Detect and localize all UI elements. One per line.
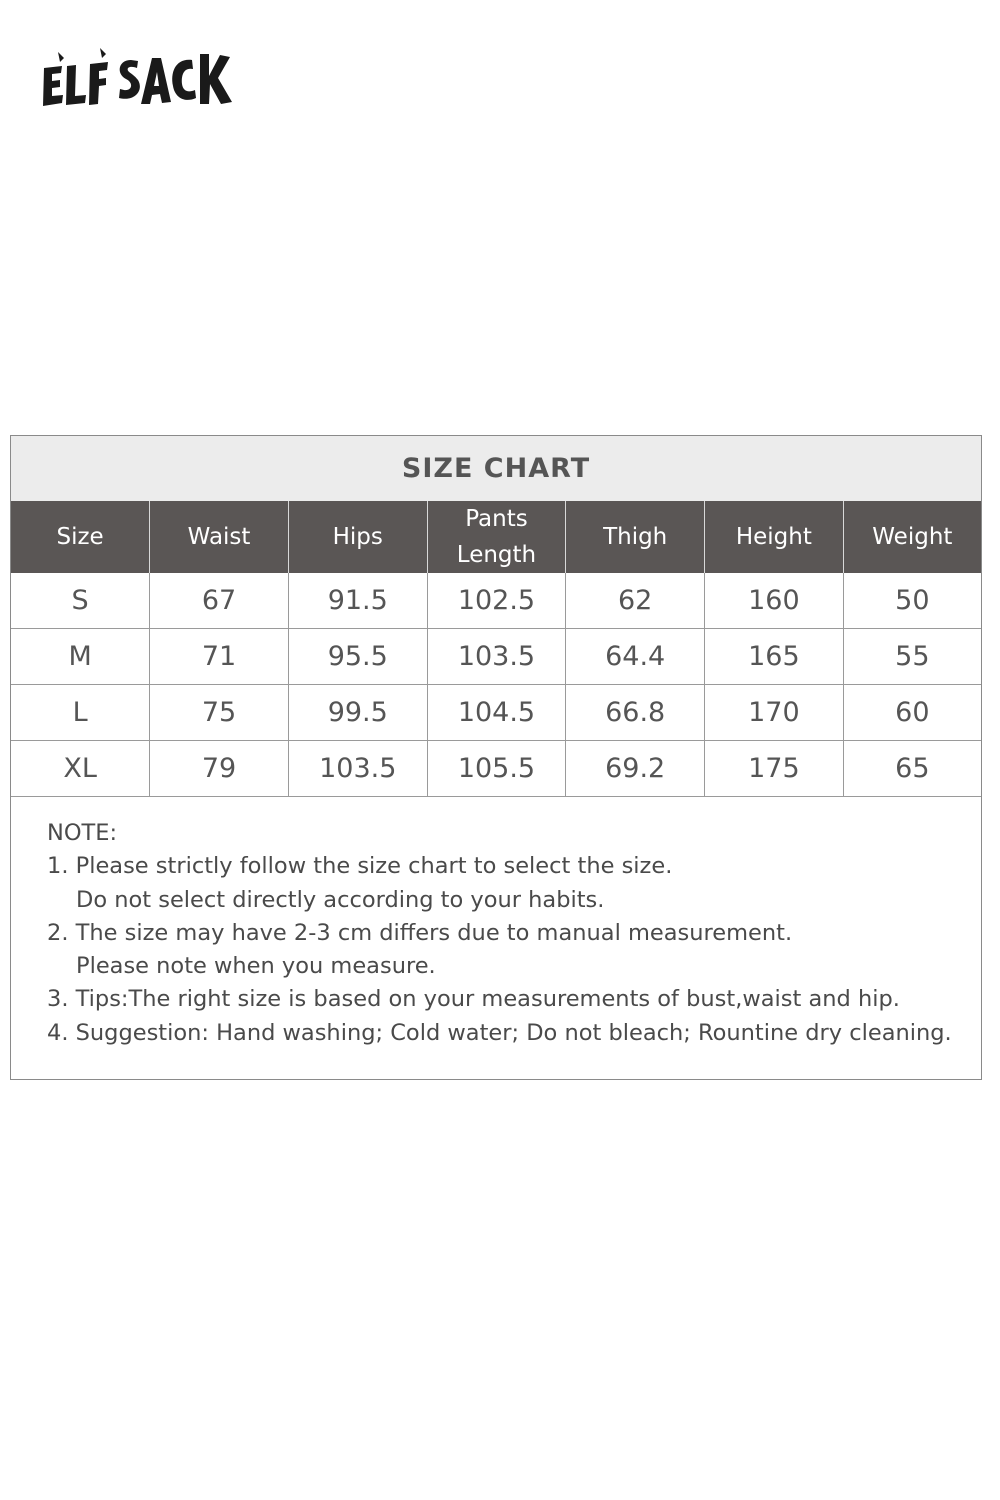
table-cell: XL (11, 741, 150, 797)
table-cell: 60 (843, 685, 981, 741)
table-cell: L (11, 685, 150, 741)
column-header-label: Height (735, 524, 812, 550)
table-cell: 79 (150, 741, 289, 797)
column-header-label: Hips (332, 524, 383, 550)
size-chart-title: SIZE CHART (401, 453, 591, 484)
column-header-label: Size (56, 524, 104, 550)
column-header-label: Weight (872, 524, 953, 550)
table-row (11, 629, 981, 685)
notes-section (11, 797, 981, 1050)
table-body (11, 573, 981, 797)
note-line: 4. Suggestion: Hand washing; Cold water; Do not bleach; Rountine dry cleaning. (47, 1019, 952, 1046)
note-line: Do not select directly according to your habits. (76, 886, 605, 913)
column-header-label: Pants (465, 506, 528, 532)
note-line: Please note when you measure. (76, 953, 436, 980)
notes-heading: NOTE: (47, 820, 118, 846)
column-header-label: Waist (187, 524, 251, 550)
column-header (288, 501, 427, 573)
table-cell: 105.5 (427, 741, 566, 797)
table-row (11, 741, 981, 797)
table-cell: 64.4 (566, 629, 705, 685)
table-cell: 104.5 (427, 685, 566, 741)
table-cell: 50 (843, 573, 981, 629)
table-cell: M (11, 629, 150, 685)
note-line: 3. Tips:The right size is based on your measurements of bust,waist and hip. (47, 986, 900, 1013)
table-header-row (11, 501, 981, 573)
note-line: 1. Please strictly follow the size chart to select the size. (47, 853, 673, 880)
table-row (11, 573, 981, 629)
table-cell: 99.5 (288, 685, 427, 741)
column-header (427, 501, 566, 573)
table-cell: 170 (705, 685, 844, 741)
table-cell: 75 (150, 685, 289, 741)
table-cell: 102.5 (427, 573, 566, 629)
column-header (150, 501, 289, 573)
table-cell: 55 (843, 629, 981, 685)
table-cell: 103.5 (288, 741, 427, 797)
table-cell: 160 (705, 573, 844, 629)
table-cell: 65 (843, 741, 981, 797)
table-cell: 95.5 (288, 629, 427, 685)
table-cell: 69.2 (566, 741, 705, 797)
table-cell: 175 (705, 741, 844, 797)
size-chart (10, 435, 982, 1080)
table-cell: S (11, 573, 150, 629)
size-chart-title-bar (11, 436, 981, 501)
table-cell: 165 (705, 629, 844, 685)
table-cell: 91.5 (288, 573, 427, 629)
column-header (843, 501, 981, 573)
brand-logo (40, 40, 240, 120)
column-header (705, 501, 844, 573)
column-header-label: Thigh (603, 524, 668, 550)
size-table (11, 501, 981, 797)
table-cell: 67 (150, 573, 289, 629)
table-cell: 103.5 (427, 629, 566, 685)
table-cell: 71 (150, 629, 289, 685)
table-cell: 66.8 (566, 685, 705, 741)
column-header (11, 501, 150, 573)
table-row (11, 685, 981, 741)
column-header-label: Length (456, 542, 537, 568)
note-line: 2. The size may have 2-3 cm differs due to manual measurement. (47, 919, 793, 946)
table-cell: 62 (566, 573, 705, 629)
column-header (566, 501, 705, 573)
elfsack-logo-icon (40, 40, 240, 120)
